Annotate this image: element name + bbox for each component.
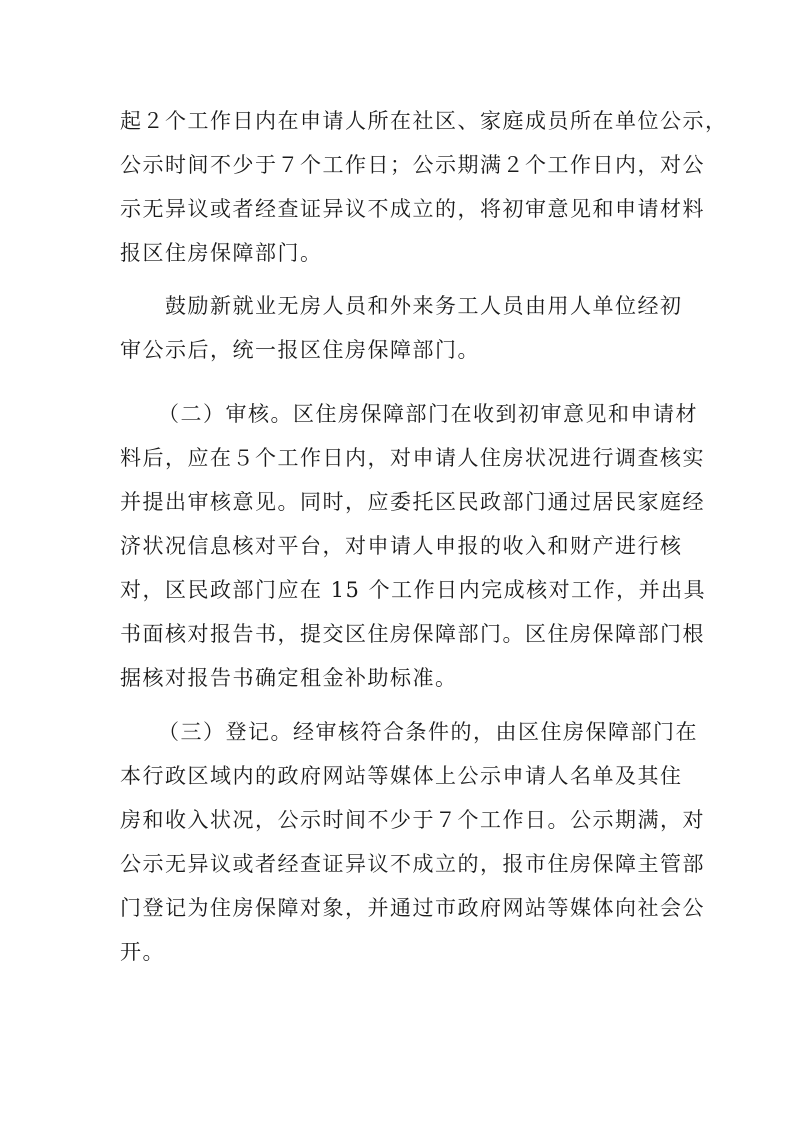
paragraph-line: 审公示后，统一报区住房保障部门。	[120, 338, 480, 362]
paragraph-line: 对，区民政部门应在 15 个工作日内完成核对工作，并出具	[120, 578, 707, 602]
paragraph-line: 本行政区域内的政府网站等媒体上公示申请人名单及其住	[120, 764, 683, 788]
paragraph-line: 并提出审核意见。同时，应委托区民政部门通过居民家庭经	[120, 490, 705, 514]
paragraph-line: 据核对报告书确定租金补助标准。	[120, 666, 458, 690]
paragraph-line: 公示无异议或者经查证异议不成立的，报市住房保障主管部	[120, 852, 705, 876]
paragraph-line: 报区住房保障部门。	[120, 241, 323, 265]
paragraph-line: 示无异议或者经查证异议不成立的，将初审意见和申请材料	[120, 197, 705, 221]
paragraph-line: 起２个工作日内在申请人所在社区、家庭成员所在单位公示，	[120, 109, 728, 133]
paragraph-line: 门登记为住房保障对象，并通过市政府网站等媒体向社会公	[120, 896, 705, 920]
paragraph-line: 料后，应在５个工作日内，对申请人住房状况进行调查核实	[120, 446, 705, 470]
paragraph-line: 济状况信息核对平台，对申请人申报的收入和财产进行核	[120, 534, 683, 558]
paragraph-line: 开。	[120, 940, 165, 964]
paragraph-line: （二）审核。区住房保障部门在收到初审意见和申请材	[158, 402, 698, 426]
paragraph-line: 鼓励新就业无房人员和外来务工人员由用人单位经初	[165, 294, 683, 318]
paragraph-line: 房和收入状况，公示时间不少于７个工作日。公示期满，对	[120, 808, 705, 832]
paragraph-line: 公示时间不少于７个工作日；公示期满２个工作日内，对公	[120, 153, 705, 177]
paragraph-line: （三）登记。经审核符合条件的，由区住房保障部门在	[158, 720, 698, 744]
paragraph-line: 书面核对报告书，提交区住房保障部门。区住房保障部门根	[120, 622, 705, 646]
